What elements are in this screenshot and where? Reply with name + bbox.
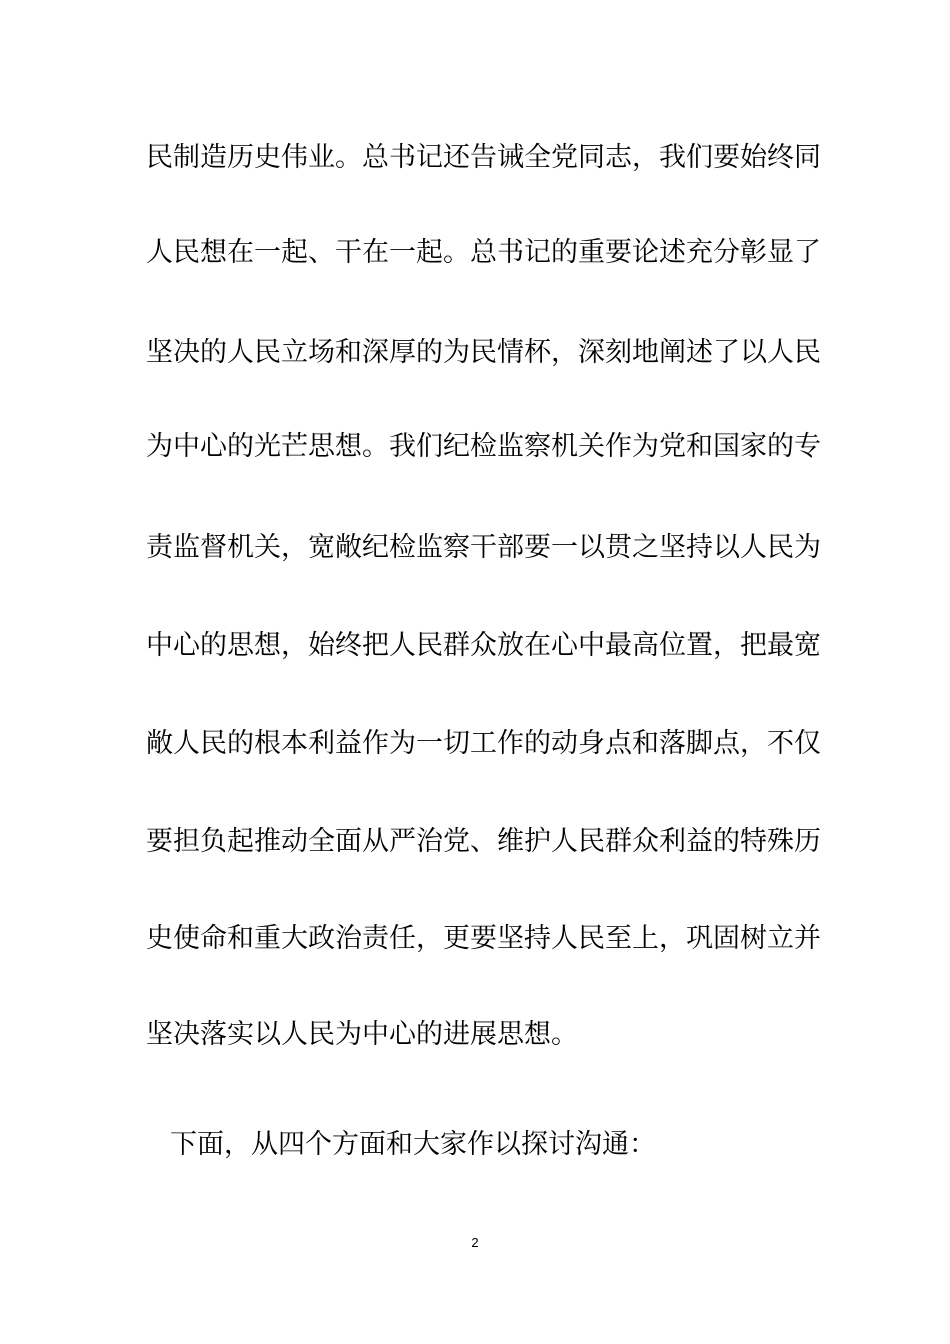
- paragraph-line-10: 坚决落实以人民为中心的进展思想。: [146, 1019, 578, 1050]
- paragraph-line-6: 中心的思想，始终把人民群众放在心中最高位置，把最宽: [146, 630, 821, 661]
- paragraph-line-8: 要担负起推动全面从严治党、维护人民群众利益的特殊历: [146, 826, 821, 857]
- paragraph-line-4: 为中心的光芒思想。我们纪检监察机关作为党和国家的专: [146, 431, 821, 462]
- paragraph-line-9: 史使命和重大政治责任，更要坚持人民至上，巩固树立并: [146, 923, 821, 954]
- page-number: 2: [471, 1235, 479, 1250]
- intro-line: 下面，从四个方面和大家作以探讨沟通：: [170, 1129, 656, 1160]
- paragraph-line-5: 责监督机关，宽敞纪检监察干部要一以贯之坚持以人民为: [146, 532, 821, 563]
- paragraph-line-7: 敞人民的根本利益作为一切工作的动身点和落脚点，不仅: [146, 728, 821, 759]
- paragraph-line-2: 人民想在一起、干在一起。总书记的重要论述充分彰显了: [146, 237, 821, 268]
- paragraph-line-1: 民制造历史伟业。总书记还告诫全党同志，我们要始终同: [146, 142, 821, 173]
- paragraph-line-3: 坚决的人民立场和深厚的为民情杯，深刻地阐述了以人民: [146, 337, 821, 368]
